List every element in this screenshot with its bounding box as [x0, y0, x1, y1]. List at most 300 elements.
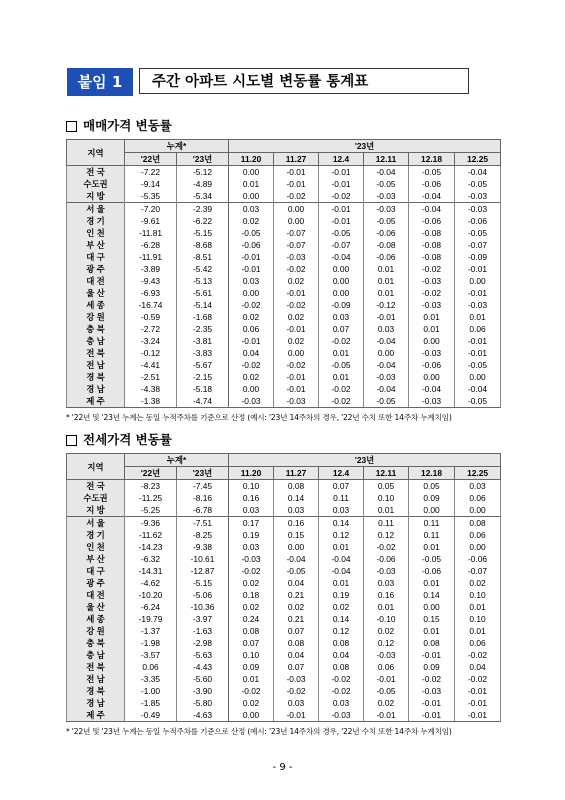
table-row — [67, 347, 501, 359]
value-cell: -0.01 — [455, 709, 501, 722]
header-23: '23년 — [177, 153, 229, 166]
value-cell: -9.38 — [177, 541, 229, 553]
region-cell: 대 구 — [67, 251, 125, 263]
value-cell: -11.62 — [125, 529, 177, 541]
header-week: 12.11 — [364, 467, 409, 480]
value-cell: -9.61 — [125, 215, 177, 227]
table-row — [67, 178, 501, 190]
value-cell: 0.07 — [319, 480, 364, 493]
region-cell: 대 구 — [67, 565, 125, 577]
value-cell: -7.45 — [177, 480, 229, 493]
value-cell: 0.04 — [229, 347, 274, 359]
table-row — [67, 166, 501, 179]
value-cell: -3.35 — [125, 673, 177, 685]
value-cell: 0.08 — [319, 661, 364, 673]
value-cell: 0.10 — [455, 589, 501, 601]
value-cell: -0.08 — [409, 227, 455, 239]
value-cell: -11.25 — [125, 492, 177, 504]
value-cell: 0.12 — [319, 625, 364, 637]
value-cell: -3.57 — [125, 649, 177, 661]
value-cell: 0.02 — [364, 625, 409, 637]
header-week: 12.4 — [319, 153, 364, 166]
value-cell: -4.63 — [177, 709, 229, 722]
value-cell: -5.34 — [177, 190, 229, 203]
value-cell: -2.51 — [125, 371, 177, 383]
value-cell: 0.08 — [274, 480, 319, 493]
table-row — [67, 685, 501, 697]
value-cell: -0.02 — [319, 395, 364, 408]
table-row — [67, 697, 501, 709]
value-cell: -0.07 — [455, 239, 501, 251]
value-cell: 0.12 — [319, 529, 364, 541]
value-cell: 0.17 — [229, 517, 274, 530]
jeonse-price-table — [66, 453, 501, 722]
value-cell: 0.00 — [364, 347, 409, 359]
header-week: 12.25 — [455, 153, 501, 166]
value-cell: 0.14 — [319, 517, 364, 530]
value-cell: 0.03 — [229, 541, 274, 553]
value-cell: -3.24 — [125, 335, 177, 347]
value-cell: -3.83 — [177, 347, 229, 359]
value-cell: -0.03 — [409, 299, 455, 311]
value-cell: -0.05 — [455, 178, 501, 190]
header-week: 12.11 — [364, 153, 409, 166]
value-cell: -2.98 — [177, 637, 229, 649]
value-cell: -8.68 — [177, 239, 229, 251]
table-row — [67, 492, 501, 504]
table-row — [67, 299, 501, 311]
value-cell: 0.08 — [319, 637, 364, 649]
value-cell: -0.02 — [319, 673, 364, 685]
value-cell: -0.04 — [409, 383, 455, 395]
value-cell: 0.01 — [319, 541, 364, 553]
value-cell: -5.18 — [177, 383, 229, 395]
value-cell: 0.00 — [409, 504, 455, 517]
value-cell: -3.90 — [177, 685, 229, 697]
value-cell: 0.01 — [364, 263, 409, 275]
table-row — [67, 673, 501, 685]
table-row — [67, 565, 501, 577]
value-cell: -0.06 — [409, 215, 455, 227]
region-cell: 경 북 — [67, 371, 125, 383]
value-cell: -19.79 — [125, 613, 177, 625]
value-cell: -0.04 — [409, 203, 455, 216]
value-cell: 0.11 — [409, 529, 455, 541]
value-cell: -7.51 — [177, 517, 229, 530]
value-cell: -0.08 — [364, 239, 409, 251]
value-cell: 0.00 — [274, 347, 319, 359]
value-cell: -8.25 — [177, 529, 229, 541]
table-row — [67, 371, 501, 383]
value-cell: 0.00 — [409, 335, 455, 347]
value-cell: -4.62 — [125, 577, 177, 589]
value-cell: -2.35 — [177, 323, 229, 335]
value-cell: -12.87 — [177, 565, 229, 577]
value-cell: -1.85 — [125, 697, 177, 709]
value-cell: -0.01 — [274, 287, 319, 299]
value-cell: 0.02 — [229, 577, 274, 589]
value-cell: -7.20 — [125, 203, 177, 216]
page-title: 주간 아파트 시도별 변동률 통계표 — [139, 68, 469, 94]
value-cell: -0.03 — [364, 649, 409, 661]
value-cell: 0.01 — [409, 625, 455, 637]
header-cumulative: 누계* — [125, 454, 229, 467]
value-cell: 0.15 — [409, 613, 455, 625]
region-cell: 충 남 — [67, 649, 125, 661]
value-cell: 0.03 — [229, 504, 274, 517]
value-cell: 0.19 — [319, 589, 364, 601]
value-cell: -0.01 — [455, 697, 501, 709]
table-row — [67, 589, 501, 601]
header-year: '23년 — [229, 140, 501, 153]
value-cell: -1.63 — [177, 625, 229, 637]
value-cell: -0.06 — [409, 359, 455, 371]
value-cell: 0.06 — [125, 661, 177, 673]
value-cell: 0.02 — [274, 335, 319, 347]
value-cell: 0.00 — [229, 709, 274, 722]
value-cell: -14.23 — [125, 541, 177, 553]
value-cell: 0.08 — [455, 517, 501, 530]
value-cell: -6.93 — [125, 287, 177, 299]
value-cell: 0.06 — [229, 323, 274, 335]
region-cell: 수도권 — [67, 178, 125, 190]
region-cell: 지 방 — [67, 190, 125, 203]
header-week: 11.20 — [229, 467, 274, 480]
value-cell: -3.81 — [177, 335, 229, 347]
value-cell: -0.06 — [409, 565, 455, 577]
value-cell: 0.06 — [455, 323, 501, 335]
value-cell: -0.01 — [409, 709, 455, 722]
value-cell: 0.16 — [274, 517, 319, 530]
value-cell: 0.21 — [274, 613, 319, 625]
value-cell: -11.91 — [125, 251, 177, 263]
value-cell: -5.12 — [177, 166, 229, 179]
header-22: '22년 — [125, 153, 177, 166]
value-cell: -5.14 — [177, 299, 229, 311]
region-cell: 경 기 — [67, 215, 125, 227]
value-cell: 0.09 — [409, 661, 455, 673]
table-row — [67, 383, 501, 395]
value-cell: 0.04 — [274, 577, 319, 589]
value-cell: -0.02 — [274, 685, 319, 697]
value-cell: 0.21 — [274, 589, 319, 601]
value-cell: 0.03 — [364, 323, 409, 335]
value-cell: -0.01 — [229, 335, 274, 347]
value-cell: 0.03 — [319, 697, 364, 709]
value-cell: -8.51 — [177, 251, 229, 263]
value-cell: 0.02 — [274, 275, 319, 287]
table-row — [67, 203, 501, 216]
value-cell: -0.01 — [229, 251, 274, 263]
region-cell: 전 국 — [67, 166, 125, 179]
value-cell: -0.03 — [364, 371, 409, 383]
value-cell: 0.02 — [229, 311, 274, 323]
value-cell: -0.02 — [229, 299, 274, 311]
value-cell: -3.97 — [177, 613, 229, 625]
value-cell: -6.22 — [177, 215, 229, 227]
value-cell: -1.98 — [125, 637, 177, 649]
value-cell: -0.10 — [364, 613, 409, 625]
value-cell: 0.11 — [409, 517, 455, 530]
value-cell: -2.15 — [177, 371, 229, 383]
value-cell: -0.03 — [409, 685, 455, 697]
value-cell: -6.78 — [177, 504, 229, 517]
value-cell: 0.01 — [409, 323, 455, 335]
value-cell: -5.61 — [177, 287, 229, 299]
table-row — [67, 323, 501, 335]
header-year: '23년 — [229, 454, 501, 467]
region-cell: 경 북 — [67, 685, 125, 697]
value-cell: -0.04 — [455, 166, 501, 179]
value-cell: -5.67 — [177, 359, 229, 371]
value-cell: 0.02 — [319, 601, 364, 613]
value-cell: 0.10 — [229, 480, 274, 493]
value-cell: -10.36 — [177, 601, 229, 613]
table-row — [67, 190, 501, 203]
value-cell: -5.63 — [177, 649, 229, 661]
value-cell: -0.05 — [274, 565, 319, 577]
region-cell: 경 남 — [67, 383, 125, 395]
value-cell: -0.02 — [409, 263, 455, 275]
value-cell: 0.03 — [274, 697, 319, 709]
jeonse-table-body — [67, 480, 501, 722]
value-cell: -0.01 — [364, 311, 409, 323]
value-cell: -0.03 — [364, 190, 409, 203]
value-cell: -0.06 — [229, 239, 274, 251]
value-cell: -0.06 — [364, 553, 409, 565]
region-cell: 충 남 — [67, 335, 125, 347]
value-cell: -0.01 — [274, 166, 319, 179]
value-cell: 0.03 — [319, 504, 364, 517]
value-cell: -0.03 — [409, 395, 455, 408]
value-cell: 0.08 — [274, 637, 319, 649]
value-cell: 0.00 — [229, 287, 274, 299]
region-cell: 부 산 — [67, 553, 125, 565]
value-cell: 0.02 — [274, 601, 319, 613]
value-cell: 0.01 — [364, 275, 409, 287]
value-cell: -0.05 — [364, 215, 409, 227]
region-cell: 인 천 — [67, 541, 125, 553]
value-cell: 0.00 — [319, 287, 364, 299]
table-row — [67, 275, 501, 287]
region-cell: 전 북 — [67, 347, 125, 359]
value-cell: -0.03 — [319, 709, 364, 722]
value-cell: 0.01 — [455, 625, 501, 637]
value-cell: 0.00 — [274, 541, 319, 553]
value-cell: 0.05 — [364, 480, 409, 493]
value-cell: -0.07 — [319, 239, 364, 251]
region-cell: 충 북 — [67, 637, 125, 649]
value-cell: 0.00 — [319, 263, 364, 275]
value-cell: 0.02 — [229, 371, 274, 383]
value-cell: 0.07 — [319, 323, 364, 335]
value-cell: -0.03 — [409, 347, 455, 359]
table-row — [67, 335, 501, 347]
value-cell: -5.42 — [177, 263, 229, 275]
value-cell: -0.04 — [364, 383, 409, 395]
value-cell: 0.00 — [229, 190, 274, 203]
value-cell: -0.07 — [274, 239, 319, 251]
jeonse-footnote: * '22년 및 '23년 누계는 동일 누적주차를 기준으로 산정 (예시: '23년 14주차의 경우, '22년 수치 또한 14주차 누계치임) — [66, 727, 452, 736]
value-cell: 0.06 — [455, 529, 501, 541]
value-cell: -0.01 — [364, 709, 409, 722]
sale-price-section — [66, 118, 501, 423]
value-cell: -2.39 — [177, 203, 229, 216]
table-row — [67, 637, 501, 649]
value-cell: 0.10 — [229, 649, 274, 661]
value-cell: -14.31 — [125, 565, 177, 577]
value-cell: -0.03 — [274, 673, 319, 685]
value-cell: -0.03 — [274, 251, 319, 263]
value-cell: 0.00 — [455, 541, 501, 553]
value-cell: -0.04 — [455, 383, 501, 395]
value-cell: 0.16 — [229, 492, 274, 504]
value-cell: -0.01 — [409, 649, 455, 661]
value-cell: -6.28 — [125, 239, 177, 251]
value-cell: 0.04 — [319, 649, 364, 661]
table-row — [67, 613, 501, 625]
value-cell: -9.14 — [125, 178, 177, 190]
value-cell: -0.02 — [319, 685, 364, 697]
value-cell: 0.11 — [364, 517, 409, 530]
value-cell: -5.06 — [177, 589, 229, 601]
value-cell: 0.01 — [319, 577, 364, 589]
value-cell: 0.11 — [319, 492, 364, 504]
value-cell: 0.03 — [319, 311, 364, 323]
region-cell: 충 북 — [67, 323, 125, 335]
value-cell: 0.00 — [409, 371, 455, 383]
value-cell: 0.02 — [274, 311, 319, 323]
checkbox-square-icon — [66, 121, 77, 132]
value-cell: 0.10 — [364, 492, 409, 504]
region-cell: 수도권 — [67, 492, 125, 504]
value-cell: -0.02 — [455, 649, 501, 661]
value-cell: -0.06 — [364, 227, 409, 239]
value-cell: -0.02 — [274, 299, 319, 311]
value-cell: -0.07 — [274, 227, 319, 239]
value-cell: -5.15 — [177, 227, 229, 239]
value-cell: 0.00 — [455, 275, 501, 287]
header-week: 11.27 — [274, 467, 319, 480]
header-region: 지역 — [67, 454, 125, 480]
value-cell: -0.03 — [229, 395, 274, 408]
value-cell: -0.08 — [409, 239, 455, 251]
value-cell: -0.03 — [229, 553, 274, 565]
value-cell: 0.02 — [364, 697, 409, 709]
table-row — [67, 649, 501, 661]
value-cell: -0.01 — [455, 263, 501, 275]
value-cell: -0.01 — [455, 335, 501, 347]
region-cell: 전 남 — [67, 359, 125, 371]
value-cell: -5.80 — [177, 697, 229, 709]
value-cell: -0.01 — [274, 371, 319, 383]
jeonse-section-title — [66, 432, 501, 448]
table-row — [67, 504, 501, 517]
table-row — [67, 227, 501, 239]
header-23: '23년 — [177, 467, 229, 480]
region-cell: 울 산 — [67, 601, 125, 613]
value-cell: -1.68 — [177, 311, 229, 323]
table-row — [67, 625, 501, 637]
value-cell: 0.00 — [274, 203, 319, 216]
value-cell: -0.01 — [319, 178, 364, 190]
value-cell: -1.38 — [125, 395, 177, 408]
value-cell: -0.07 — [455, 565, 501, 577]
jeonse-section-title-text: 전세가격 변동률 — [83, 432, 172, 447]
value-cell: -16.74 — [125, 299, 177, 311]
value-cell: -0.06 — [409, 178, 455, 190]
value-cell: 0.16 — [364, 589, 409, 601]
table-row — [67, 251, 501, 263]
value-cell: 0.06 — [364, 661, 409, 673]
value-cell: -0.09 — [455, 251, 501, 263]
value-cell: 0.00 — [409, 601, 455, 613]
value-cell: -0.03 — [364, 203, 409, 216]
header-week: 12.18 — [409, 467, 455, 480]
region-cell: 세 종 — [67, 299, 125, 311]
value-cell: -0.06 — [455, 215, 501, 227]
value-cell: -0.01 — [319, 203, 364, 216]
value-cell: -4.41 — [125, 359, 177, 371]
value-cell: 0.02 — [455, 577, 501, 589]
value-cell: -0.06 — [364, 251, 409, 263]
table-row — [67, 529, 501, 541]
value-cell: -0.59 — [125, 311, 177, 323]
value-cell: -9.43 — [125, 275, 177, 287]
value-cell: 0.15 — [274, 529, 319, 541]
value-cell: 0.01 — [364, 287, 409, 299]
value-cell: 0.01 — [409, 311, 455, 323]
value-cell: 0.01 — [319, 347, 364, 359]
value-cell: -0.01 — [274, 383, 319, 395]
value-cell: 0.02 — [229, 697, 274, 709]
region-cell: 강 원 — [67, 311, 125, 323]
header-region: 지역 — [67, 140, 125, 166]
value-cell: 0.06 — [455, 492, 501, 504]
sale-table-body — [67, 166, 501, 408]
value-cell: 0.01 — [229, 673, 274, 685]
value-cell: -0.02 — [274, 190, 319, 203]
value-cell: 0.00 — [319, 275, 364, 287]
page-number: - 9 - — [272, 762, 293, 773]
value-cell: 0.09 — [229, 661, 274, 673]
region-cell: 광 주 — [67, 263, 125, 275]
value-cell: 0.02 — [229, 215, 274, 227]
value-cell: -6.32 — [125, 553, 177, 565]
value-cell: -10.20 — [125, 589, 177, 601]
table-row — [67, 311, 501, 323]
appendix-badge: 붙임 1 — [67, 68, 133, 96]
value-cell: -0.02 — [409, 287, 455, 299]
value-cell: -0.09 — [319, 299, 364, 311]
table-row — [67, 480, 501, 493]
region-cell: 경 기 — [67, 529, 125, 541]
table-row — [67, 395, 501, 408]
value-cell: 0.12 — [364, 529, 409, 541]
value-cell: 0.07 — [274, 661, 319, 673]
value-cell: -0.05 — [455, 227, 501, 239]
value-cell: -0.04 — [364, 335, 409, 347]
jeonse-price-section — [66, 432, 501, 737]
value-cell: -0.02 — [409, 673, 455, 685]
value-cell: 0.01 — [364, 504, 409, 517]
value-cell: 0.14 — [274, 492, 319, 504]
header-week: 11.20 — [229, 153, 274, 166]
value-cell: -7.22 — [125, 166, 177, 179]
value-cell: -0.02 — [274, 263, 319, 275]
value-cell: -0.04 — [319, 553, 364, 565]
value-cell: -0.04 — [364, 166, 409, 179]
